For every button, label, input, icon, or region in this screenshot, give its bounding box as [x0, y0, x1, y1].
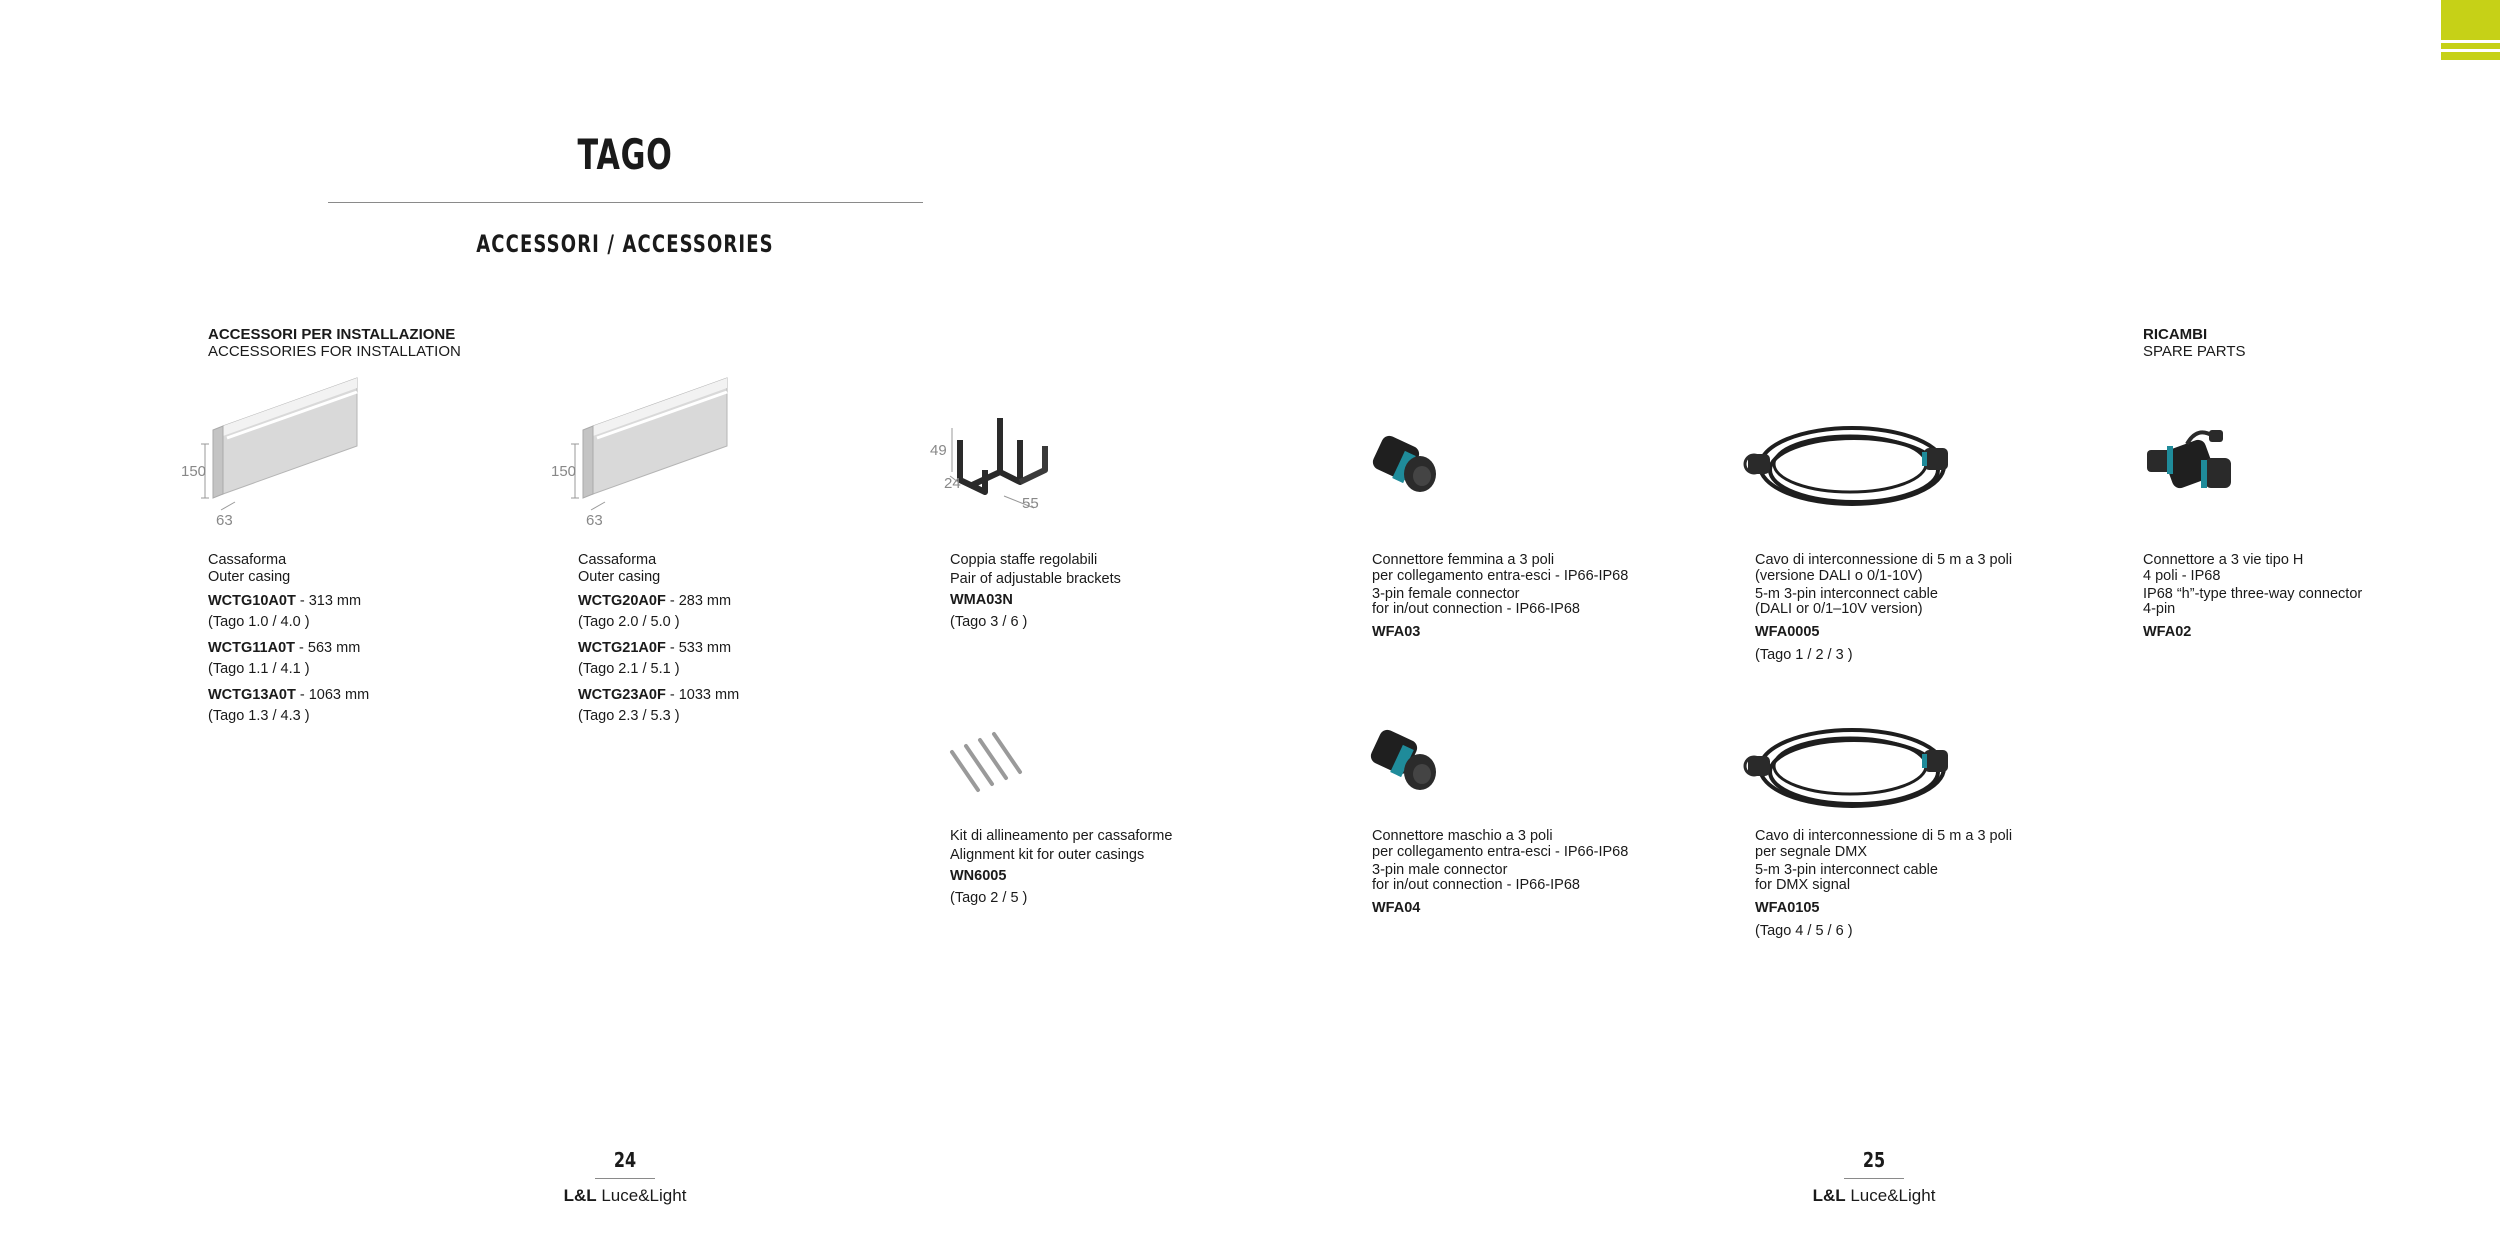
- description-it-line: Cavo di interconnessione di 5 m a 3 poli: [1755, 552, 2013, 568]
- tago-compatibility: (Tago 1.1 / 4.1 ): [208, 661, 310, 677]
- brand-name: Luce&Light: [596, 1186, 687, 1205]
- interconnect-cable-image: [1742, 718, 1952, 818]
- alignment-kit-image: [948, 730, 1058, 800]
- dimension-width-label: 63: [216, 512, 233, 529]
- description-en-line: 5-m 3-pin interconnect cable: [1755, 586, 1938, 602]
- product-length: - 533 mm: [665, 640, 732, 656]
- product-code: WFA03: [1372, 624, 1421, 640]
- product-code: WCTG20A0F: [578, 593, 666, 609]
- tago-compatibility: (Tago 4 / 5 / 6 ): [1755, 923, 1853, 939]
- dimension-height-label: 150: [181, 463, 207, 480]
- product-name-it: Cassaforma: [208, 552, 287, 568]
- section-installation-heading: [208, 326, 461, 360]
- product-code: WFA0005: [1755, 624, 1820, 640]
- description-en-line: for in/out connection - IP66-IP68: [1372, 601, 1580, 617]
- dimension-height-label: 150: [551, 463, 577, 480]
- description-en-line: (DALI or 0/1–10V version): [1755, 601, 1923, 617]
- brand-footer: [1774, 1186, 1974, 1206]
- corner-accent-mark: [2441, 0, 2500, 60]
- interconnect-cable-image: [1742, 418, 1952, 518]
- description-en-line: 5-m 3-pin interconnect cable: [1755, 862, 1938, 878]
- page-number-rule: [595, 1178, 655, 1179]
- h-connector-image: [2143, 424, 2243, 504]
- brand-mark: L&L: [563, 1186, 597, 1205]
- description-it-line: per collegamento entra-esci - IP66-IP68: [1372, 568, 1629, 584]
- description-it-line: Cavo di interconnessione di 5 m a 3 poli: [1755, 828, 2013, 844]
- description-it-line: 4 poli - IP68: [2143, 568, 2221, 584]
- page-title: TAGO: [577, 130, 673, 179]
- female-connector-image: [1368, 432, 1448, 502]
- outer-casing-image: [175, 378, 375, 538]
- page-number-rule: [1844, 1178, 1904, 1179]
- outer-casing-image: [545, 378, 745, 538]
- product-code: WFA04: [1372, 900, 1421, 916]
- corner-stripe: [2441, 49, 2500, 52]
- product-length: - 283 mm: [665, 593, 732, 609]
- product-length: - 1063 mm: [295, 687, 370, 703]
- female-connector-description: [1372, 552, 1628, 641]
- description-it-line: Connettore femmina a 3 poli: [1372, 552, 1555, 568]
- male-connector-description: [1372, 828, 1628, 917]
- page-number: 25: [1862, 1148, 1886, 1172]
- description-en-line: 3-pin male connector: [1372, 862, 1508, 878]
- corner-stripe: [2441, 40, 2500, 43]
- brackets-description: [950, 552, 1121, 631]
- brand-name: Luce&Light: [1845, 1186, 1936, 1205]
- product-name-it: Coppia staffe regolabili: [950, 552, 1098, 568]
- outer-casing-description: [578, 552, 739, 725]
- cable-dmx-description: [1755, 828, 2012, 940]
- section-title-en: SPARE PARTS: [2143, 343, 2246, 360]
- tago-compatibility: (Tago 2.1 / 5.1 ): [578, 661, 680, 677]
- section-title-it: ACCESSORI PER INSTALLAZIONE: [208, 326, 456, 343]
- tago-compatibility: (Tago 1.3 / 4.3 ): [208, 708, 310, 724]
- tago-compatibility: (Tago 2.3 / 5.3 ): [578, 708, 680, 724]
- product-length: - 563 mm: [295, 640, 361, 656]
- product-code: WCTG21A0F: [578, 640, 666, 656]
- tago-compatibility: (Tago 1.0 / 4.0 ): [208, 614, 310, 630]
- outer-casing-description: [208, 552, 369, 725]
- male-connector-image: [1368, 728, 1448, 798]
- product-name-en: Outer casing: [578, 569, 661, 585]
- section-title-en: ACCESSORIES FOR INSTALLATION: [208, 343, 461, 360]
- description-it-line: Connettore maschio a 3 poli: [1372, 828, 1553, 844]
- product-code: WN6005: [950, 868, 1007, 884]
- product-length: - 313 mm: [295, 593, 362, 609]
- alignment-kit-description: [950, 828, 1172, 907]
- product-length: - 1033 mm: [665, 687, 740, 703]
- description-en-line: for DMX signal: [1755, 877, 1851, 893]
- product-name-en: Pair of adjustable brackets: [950, 571, 1121, 587]
- description-en-line: 3-pin female connector: [1372, 586, 1520, 602]
- product-code: WCTG23A0F: [578, 687, 666, 703]
- dimension-depth-label: 24: [944, 475, 961, 492]
- section-title-it: RICAMBI: [2143, 326, 2208, 343]
- product-code: WCTG10A0T: [208, 593, 296, 609]
- product-name-it: Cassaforma: [578, 552, 657, 568]
- title-divider: [328, 202, 923, 203]
- description-it-line: (versione DALI o 0/1-10V): [1755, 568, 1923, 584]
- dimension-height-label: 49: [930, 442, 947, 459]
- description-it-line: per segnale DMX: [1755, 844, 1868, 860]
- dimension-width-label: 55: [1022, 495, 1039, 512]
- description-en-line: 4-pin: [2143, 601, 2176, 617]
- adjustable-brackets-image: [930, 410, 1070, 520]
- description-en-line: IP68 “h”-type three-way connector: [2143, 586, 2363, 602]
- tago-compatibility: (Tago 2.0 / 5.0 ): [578, 614, 680, 630]
- product-name-en: Alignment kit for outer casings: [950, 847, 1145, 863]
- product-code: WCTG11A0T: [208, 640, 296, 656]
- description-it-line: per collegamento entra-esci - IP66-IP68: [1372, 844, 1629, 860]
- dimension-width-label: 63: [586, 512, 603, 529]
- product-name-en: Outer casing: [208, 569, 291, 585]
- brand-footer: [525, 1186, 725, 1206]
- tago-compatibility: (Tago 3 / 6 ): [950, 614, 1028, 630]
- page-subtitle: ACCESSORI / ACCESSORIES: [476, 230, 774, 258]
- tago-compatibility: (Tago 1 / 2 / 3 ): [1755, 647, 1853, 663]
- product-name-it: Kit di allineamento per cassaforme: [950, 828, 1173, 844]
- product-code: WFA0105: [1755, 900, 1820, 916]
- page-number: 24: [613, 1148, 637, 1172]
- product-code: WMA03N: [950, 592, 1013, 608]
- brand-mark: L&L: [1812, 1186, 1846, 1205]
- product-code: WCTG13A0T: [208, 687, 296, 703]
- section-spare-heading: [2143, 326, 2246, 360]
- product-code: WFA02: [2143, 624, 2192, 640]
- cable-dali-description: [1755, 552, 2012, 664]
- description-it-line: Connettore a 3 vie tipo H: [2143, 552, 2304, 568]
- h-connector-description: [2143, 552, 2362, 641]
- description-en-line: for in/out connection - IP66-IP68: [1372, 877, 1580, 893]
- tago-compatibility: (Tago 2 / 5 ): [950, 890, 1028, 906]
